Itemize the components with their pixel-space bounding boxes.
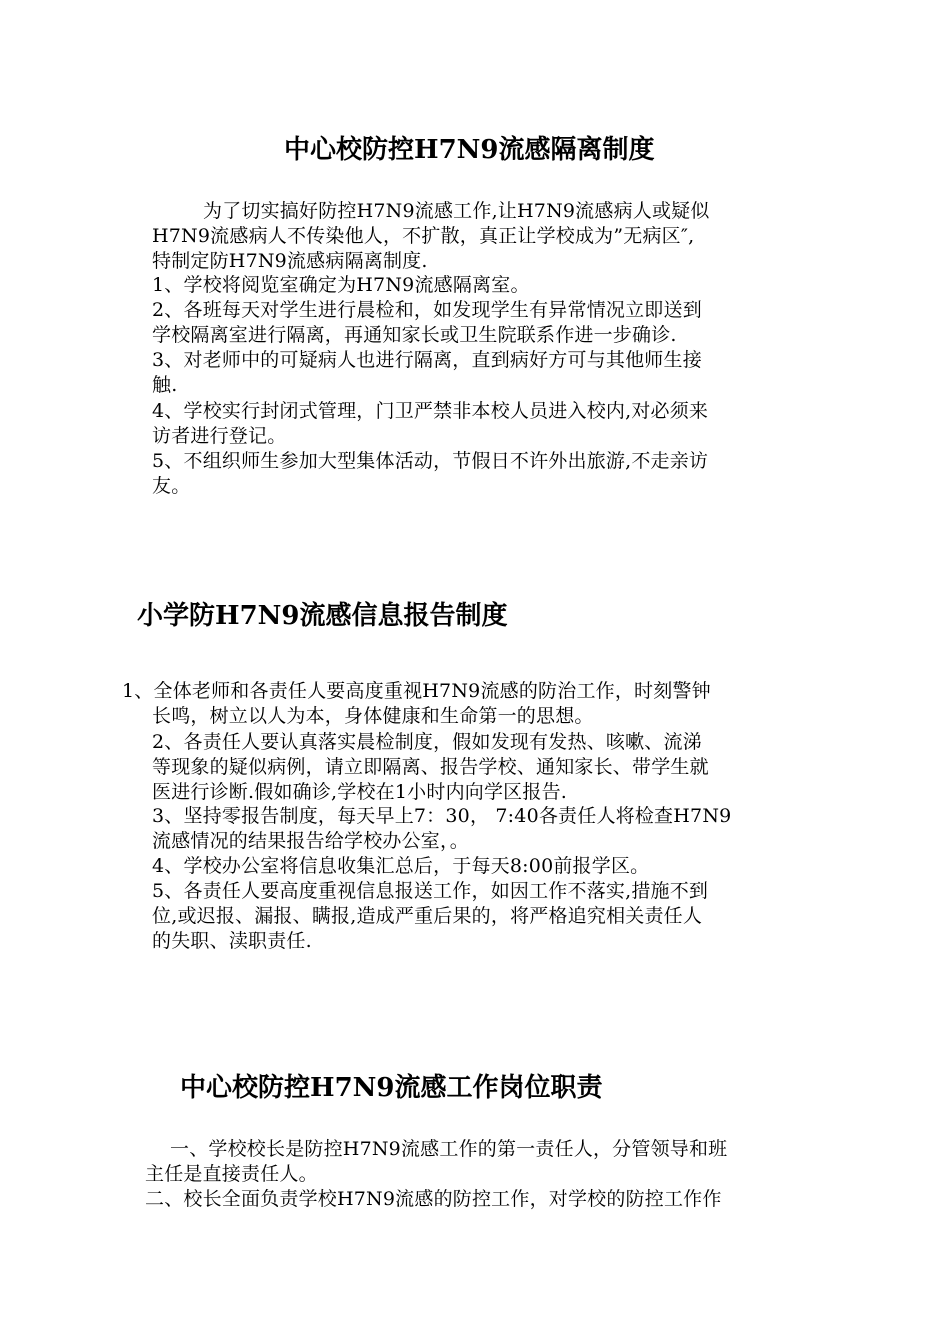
section1-item-2-cont: 学校隔离室进行隔离，再通知家长或卫生院联系作进一步确诊. (152, 324, 677, 346)
section1-item-3-cont: 触. (152, 374, 178, 396)
section1-item-4-cont: 访者进行登记。 (152, 425, 287, 447)
section1-item-5: 5、不组织师生参加大型集体活动，节假日不许外出旅游,不走亲访 (152, 450, 709, 472)
section2-item-1-cont: 长鸣，树立以人为本，身体健康和生命第一的思想。 (152, 705, 594, 727)
section1-item-5-cont: 友。 (152, 475, 191, 497)
section1-title: 中心校防控H7N9流感隔离制度 (284, 135, 655, 165)
section2-item-5: 5、各责任人要高度重视信息报送工作，如因工作不落实,措施不到 (152, 880, 709, 902)
section3-item-2: 二、校长全面负责学校H7N9流感的防控工作，对学校的防控工作作 (145, 1188, 722, 1210)
section2-item-3: 3、坚持零报告制度，每天早上7：30， 7:40各责任人将检查H7N9 (152, 805, 732, 827)
section1-item-2: 2、各班每天对学生进行晨检和，如发现学生有异常情况立即送到 (152, 299, 702, 321)
section1-item-3: 3、对老师中的可疑病人也进行隔离，直到病好方可与其他师生接 (152, 349, 702, 371)
section2-item-1: 1、全体老师和各责任人要高度重视H7N9流感的防治工作，时刻警钟 (122, 680, 711, 702)
section3-item-1: 一、学校校长是防控H7N9流感工作的第一责任人，分管领导和班 (170, 1138, 728, 1160)
section1-paragraph-line: 为了切实搞好防控H7N9流感工作,让H7N9流感病人或疑似 (203, 200, 710, 222)
section2-title: 小学防H7N9流感信息报告制度 (137, 601, 508, 631)
section2-item-5-cont: 位,或迟报、漏报、瞒报,造成严重后果的，将严格追究相关责任人 (152, 905, 703, 927)
section1-paragraph-line: H7N9流感病人不传染他人，不扩散，真正让学校成为”无病区″, (152, 225, 695, 247)
section2-item-2-cont: 等现象的疑似病例，请立即隔离、报告学校、通知家长、带学生就 (152, 756, 709, 778)
section1-item-1: 1、学校将阅览室确定为H7N9流感隔离室。 (152, 274, 530, 296)
section1-item-4: 4、学校实行封闭式管理，门卫严禁非本校人员进入校内,对必须来 (152, 400, 709, 422)
section3-item-1-cont: 主任是直接责任人。 (145, 1163, 318, 1185)
section3-title: 中心校防控H7N9流感工作岗位职责 (180, 1073, 603, 1103)
section2-item-5-cont: 的失职、渎职责任. (152, 930, 312, 952)
section2-item-2-cont: 医进行诊断.假如确诊,学校在1小时内向学区报告. (152, 781, 568, 803)
section2-item-3-cont: 流感情况的结果报告给学校办公室，。 (152, 830, 469, 852)
section2-item-2: 2、各责任人要认真落实晨检制度，假如发现有发热、咳嗽、流涕 (152, 731, 702, 753)
section1-paragraph-line: 特制定防H7N9流感病隔离制度. (152, 250, 428, 272)
section2-item-4: 4、学校办公室将信息收集汇总后，于每天8:00前报学区。 (152, 855, 650, 877)
